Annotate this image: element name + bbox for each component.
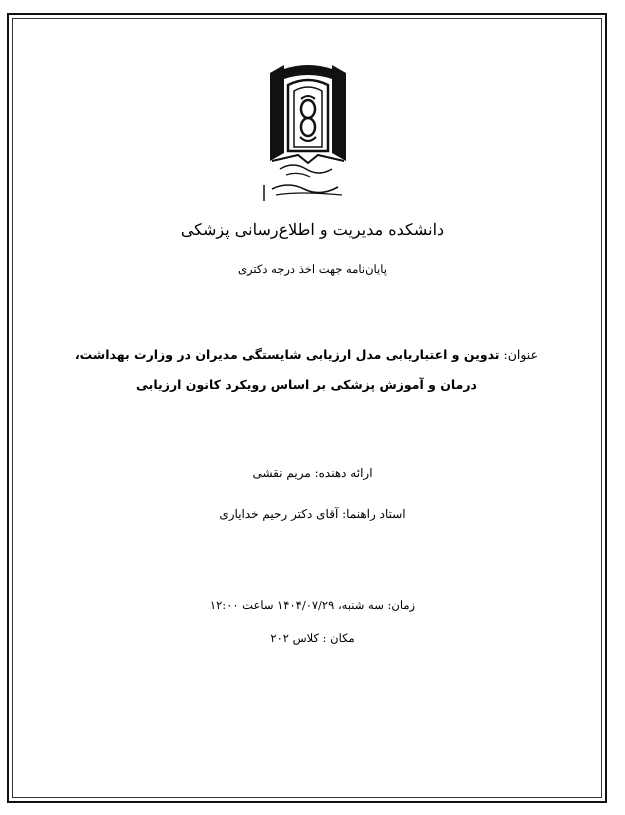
session-time: زمان: سه شنبه، ۱۴۰۴/۰۷/۲۹ ساعت ۱۲:۰۰ bbox=[209, 598, 416, 612]
university-emblem-icon bbox=[258, 65, 358, 205]
presenter: ارائه دهنده: مریم نقشی bbox=[252, 466, 373, 480]
thesis-title bbox=[60, 340, 553, 400]
advisor: استاد راهنما: آقای دکتر رحیم خدایاری bbox=[219, 507, 406, 521]
title-label: عنوان: bbox=[503, 347, 539, 362]
session-place: مکان : کلاس ۲۰۲ bbox=[270, 631, 355, 645]
title-text: تدوین و اعتباریابی مدل ارزیابی شایستگی مدیران در وزارت بهداشت، درمان و آموزش پزشکی بر اساس رویکرد کانون ارزیابی bbox=[74, 347, 500, 392]
faculty-name: دانشکده مدیریت و اطلاع‌رسانی پزشکی bbox=[180, 220, 445, 239]
thesis-type: پایان‌نامه جهت اخذ درجه دکتری bbox=[238, 262, 387, 276]
